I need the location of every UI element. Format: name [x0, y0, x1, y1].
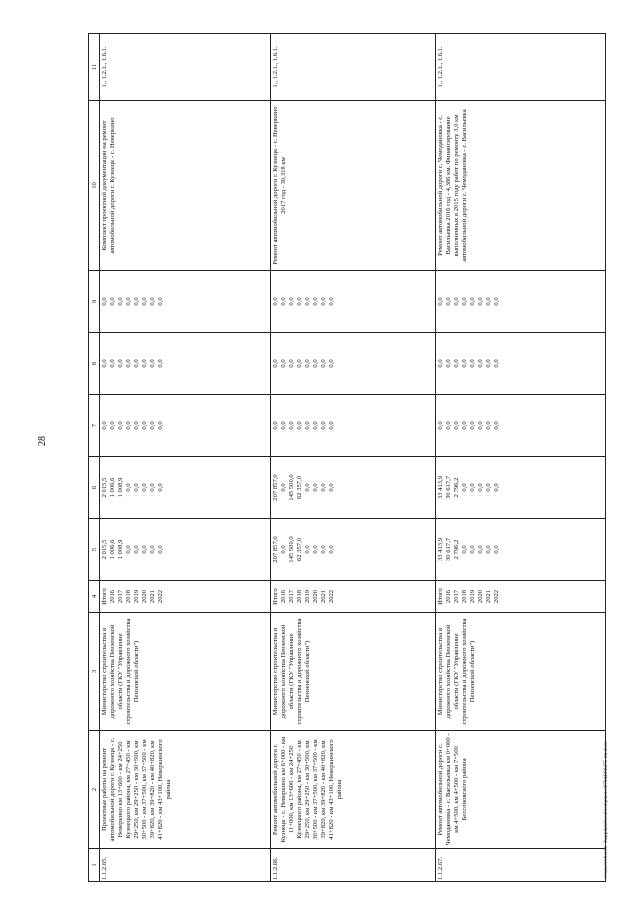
amount-value: 207 857,0: [271, 536, 279, 563]
amount-value: 0,0: [149, 421, 157, 430]
amount-value: 0,0: [485, 297, 493, 306]
amount-value: 0,0: [327, 421, 335, 430]
amount-value: 0,0: [157, 483, 165, 492]
amount-value: 2 015,5: [101, 539, 109, 560]
amount-cell: [100, 395, 271, 457]
executor-cell: Министерство строительства и дорожного хозяйства Пензенской области (ГКУ "Управление строительства и дорожного хозяйства Пензенской области"): [436, 613, 606, 731]
amount-value: 0,0: [311, 421, 319, 430]
amount-value: 0,0: [437, 359, 445, 368]
year-value: 2016: [445, 589, 453, 604]
amount-value: 30 617,7: [445, 537, 453, 562]
amount-value: 0,0: [453, 297, 461, 306]
year-value: Итого: [271, 588, 279, 605]
header-cell: 4: [89, 581, 100, 613]
amount-cell: [100, 271, 271, 333]
page-number: 28: [37, 436, 48, 446]
year-value: 2018: [461, 589, 469, 604]
header-cell: 10: [89, 101, 100, 271]
amount-cell: [270, 333, 436, 395]
amount-value: 0,0: [485, 421, 493, 430]
header-cell: 8: [89, 333, 100, 395]
header-cell: 9: [89, 271, 100, 333]
row-number-cell: 1.1.2.67.: [436, 849, 606, 882]
year-value: 2019: [303, 589, 311, 604]
table-row: [436, 34, 606, 882]
amount-value: 0,0: [319, 483, 327, 492]
amount-value: 0,0: [303, 483, 311, 492]
header-cell: 7: [89, 395, 100, 457]
year-value: 2022: [157, 589, 165, 604]
header-cell: 3: [89, 613, 100, 731]
amount-cell: [436, 395, 606, 457]
amount-value: 0,0: [141, 545, 149, 554]
amount-value: 2 796,2: [453, 477, 461, 498]
year-value: 2017: [453, 589, 461, 604]
amount-value: 0,0: [101, 359, 109, 368]
years-cell: [436, 581, 606, 613]
year-value: 2020: [477, 589, 485, 604]
header-cell: 6: [89, 457, 100, 519]
amount-value: 0,0: [101, 297, 109, 306]
year-value: 2022: [327, 589, 335, 604]
amount-cell: [436, 519, 606, 581]
amount-value: 0,0: [287, 359, 295, 368]
year-value: 2016: [279, 589, 287, 604]
year-value: 2021: [485, 589, 493, 604]
years-cell: [100, 581, 271, 613]
amount-value: 1 006,6: [109, 477, 117, 498]
amount-value: 0,0: [279, 545, 287, 554]
amount-value: 0,0: [141, 421, 149, 430]
amount-value: 0,0: [125, 359, 133, 368]
codes-cell: 1., 1.2.1., 1.6.1.: [270, 34, 436, 101]
amount-value: 0,0: [461, 483, 469, 492]
amount-value: 0,0: [149, 483, 157, 492]
amount-value: 0,0: [279, 483, 287, 492]
codes-cell: 1., 1.2.1., 1.6.1.: [100, 34, 271, 101]
amount-cell: [270, 519, 436, 581]
amount-value: 0,0: [493, 297, 501, 306]
result-cell: Ремонт автомобильной дороги г. Кузнецк - с. Неверкино 2017 год - 30,318 км: [270, 101, 436, 271]
amount-value: 0,0: [295, 421, 303, 430]
amount-value: 0,0: [125, 483, 133, 492]
amount-value: 0,0: [477, 483, 485, 492]
amount-value: 0,0: [311, 359, 319, 368]
amount-value: 0,0: [477, 545, 485, 554]
year-value: 2019: [133, 589, 141, 604]
amount-value: 0,0: [149, 545, 157, 554]
amount-cell: [436, 271, 606, 333]
footer-file-path: c:\users\vboroh~1\appdata\local\temp\notes879440\6475-пп.docx: [603, 741, 609, 878]
amount-value: 0,0: [287, 421, 295, 430]
codes-cell: 1., 1.2.1., 1.6.1.: [436, 34, 606, 101]
header-cell: 1: [89, 849, 100, 882]
amount-value: 0,0: [109, 359, 117, 368]
year-value: 2017: [287, 589, 295, 604]
amount-value: 33 413,9: [437, 537, 445, 562]
year-value: Итого: [437, 588, 445, 605]
amount-value: 0,0: [157, 545, 165, 554]
amount-value: 0,0: [157, 297, 165, 306]
amount-value: 0,0: [125, 297, 133, 306]
amount-value: 0,0: [109, 297, 117, 306]
amount-value: 207 857,0: [271, 474, 279, 501]
description-cell: Проектные работы на ремонт автомобильной дороги г. Кузнецк - с. Неверкино км 13+600 - км 24+250 Кузнецкого района, км 27+450 - км 29+250, км 29+250 - км 30+500, км 30+500 - км 37+500, км 37+500 - км 39+820, км 39+820 - км 40+820, км 41+820 - км 43+100, Неверкинского района: [100, 731, 271, 849]
amount-value: 0,0: [157, 421, 165, 430]
amount-value: 0,0: [485, 359, 493, 368]
amount-value: 0,0: [141, 297, 149, 306]
amount-value: 0,0: [493, 359, 501, 368]
amount-cell: [100, 333, 271, 395]
amount-value: 62 357,0: [295, 475, 303, 500]
amount-value: 1 006,6: [109, 539, 117, 560]
amount-value: 0,0: [319, 297, 327, 306]
row-number-cell: 1.1.2.65.: [100, 849, 271, 882]
year-value: 2018: [125, 589, 133, 604]
amount-value: 0,0: [133, 545, 141, 554]
table-body: [100, 34, 606, 882]
amount-value: 0,0: [303, 545, 311, 554]
year-value: Итого: [101, 588, 109, 605]
amount-value: 0,0: [327, 297, 335, 306]
executor-cell: Министерство строительства и дорожного хозяйства Пензенской области (ГКУ "Управление строительства и дорожного хозяйства Пензенской области"): [100, 613, 271, 731]
amount-value: 145 500,0: [287, 474, 295, 501]
year-value: 2020: [141, 589, 149, 604]
amount-value: 0,0: [311, 545, 319, 554]
amount-value: 0,0: [303, 297, 311, 306]
amount-value: 33 413,9: [437, 475, 445, 500]
amount-value: 0,0: [469, 297, 477, 306]
amount-value: 0,0: [469, 421, 477, 430]
header-cell: 2: [89, 731, 100, 849]
amount-value: 0,0: [149, 359, 157, 368]
table-row: [100, 34, 271, 882]
amount-value: 0,0: [117, 421, 125, 430]
amount-value: 0,0: [477, 359, 485, 368]
amount-value: 0,0: [469, 359, 477, 368]
amount-value: 0,0: [101, 421, 109, 430]
amount-value: 0,0: [485, 545, 493, 554]
amount-value: 2 015,5: [101, 477, 109, 498]
result-cell: Ремонт автомобильной дороги с. Чемодановка - с. Васильевка 2016 год - 4,386 км. Финансирование выполненных в 2015 году работ по ремонту 3,0 км автомобильной дороги с. Чемодановка - с. Васильевка: [436, 101, 606, 271]
amount-value: 0,0: [453, 421, 461, 430]
amount-value: 0,0: [157, 359, 165, 368]
amount-value: 0,0: [327, 483, 335, 492]
amount-cell: [436, 333, 606, 395]
amount-value: 0,0: [445, 297, 453, 306]
amount-cell: [270, 395, 436, 457]
amount-value: 0,0: [133, 297, 141, 306]
executor-cell: Министерство строительства и дорожного хозяйства Пензенской области (ГКУ "Управление строительства и дорожного хозяйства Пензенской области"): [270, 613, 436, 731]
year-value: 2021: [149, 589, 157, 604]
result-cell: Комплект проектной документации на ремонт автомобильной дороги г. Кузнецк - с. Неверкино: [100, 101, 271, 271]
amount-cell: [100, 519, 271, 581]
amount-value: 0,0: [327, 359, 335, 368]
program-table: [88, 33, 606, 882]
table-row: [270, 34, 436, 882]
amount-value: 0,0: [311, 483, 319, 492]
amount-value: 0,0: [311, 297, 319, 306]
amount-value: 2 796,2: [453, 539, 461, 560]
amount-value: 30 617,7: [445, 475, 453, 500]
amount-value: 0,0: [477, 297, 485, 306]
amount-value: 0,0: [303, 359, 311, 368]
amount-value: 0,0: [319, 545, 327, 554]
amount-value: 0,0: [279, 421, 287, 430]
amount-value: 0,0: [461, 359, 469, 368]
amount-value: 0,0: [477, 421, 485, 430]
amount-value: 0,0: [469, 483, 477, 492]
amount-value: 0,0: [141, 359, 149, 368]
amount-value: 0,0: [469, 545, 477, 554]
amount-value: 0,0: [445, 359, 453, 368]
amount-value: 0,0: [319, 421, 327, 430]
amount-value: 0,0: [271, 359, 279, 368]
amount-value: 0,0: [149, 297, 157, 306]
amount-value: 0,0: [453, 359, 461, 368]
amount-value: 0,0: [327, 545, 335, 554]
amount-value: 0,0: [437, 421, 445, 430]
amount-value: 0,0: [437, 297, 445, 306]
amount-value: 1 008,9: [117, 539, 125, 560]
amount-value: 0,0: [445, 421, 453, 430]
amount-value: 0,0: [117, 359, 125, 368]
header-row: [89, 34, 100, 882]
amount-value: 0,0: [461, 545, 469, 554]
amount-value: 0,0: [279, 359, 287, 368]
amount-value: 0,0: [133, 359, 141, 368]
amount-value: 0,0: [271, 421, 279, 430]
amount-cell: [436, 457, 606, 519]
header-cell: 5: [89, 519, 100, 581]
amount-value: 0,0: [279, 297, 287, 306]
description-cell: Ремонт автомобильной дороги г. Кузнецк - с. Неверкино км 6+000 - км 11+000, км 13+600 - км 24+250 Кузнецкого района, км 27+450 - км 29+250, км 29+250 - км 30+500, км 30+500 - км 37+500, км 37+500 - км 39+820, км 39+820 - км 40+820, км 41+820 - км 43+100, Неверкинского района: [270, 731, 436, 849]
amount-value: 0,0: [125, 421, 133, 430]
year-value: 2017: [117, 589, 125, 604]
amount-value: 145 500,0: [287, 536, 295, 563]
year-value: 2018: [295, 589, 303, 604]
amount-value: 0,0: [461, 421, 469, 430]
amount-cell: [270, 457, 436, 519]
amount-value: 0,0: [493, 421, 501, 430]
year-value: 2016: [109, 589, 117, 604]
year-value: 2021: [319, 589, 327, 604]
amount-value: 0,0: [133, 483, 141, 492]
header-cell: 11: [89, 34, 100, 101]
description-cell: Ремонт автомобильной дороги с. Чемодановка - с. Васильевка км 0+000 - км 4+500, км 4+500 - км 7+500 Бессоновского района: [436, 731, 606, 849]
amount-cell: [100, 457, 271, 519]
amount-value: 0,0: [125, 545, 133, 554]
amount-value: 0,0: [485, 483, 493, 492]
amount-value: 0,0: [141, 483, 149, 492]
amount-value: 0,0: [493, 483, 501, 492]
amount-value: 0,0: [295, 297, 303, 306]
amount-value: 0,0: [493, 545, 501, 554]
amount-value: 0,0: [287, 297, 295, 306]
rotated-table-container: [88, 34, 606, 882]
year-value: 2022: [493, 589, 501, 604]
year-value: 2019: [469, 589, 477, 604]
year-value: 2020: [311, 589, 319, 604]
amount-value: 62 357,0: [295, 537, 303, 562]
amount-value: 0,0: [109, 421, 117, 430]
row-number-cell: 1.1.2.66.: [270, 849, 436, 882]
amount-value: 1 008,9: [117, 477, 125, 498]
years-cell: [270, 581, 436, 613]
amount-cell: [270, 271, 436, 333]
amount-value: 0,0: [319, 359, 327, 368]
amount-value: 0,0: [117, 297, 125, 306]
amount-value: 0,0: [271, 297, 279, 306]
amount-value: 0,0: [295, 359, 303, 368]
amount-value: 0,0: [461, 297, 469, 306]
amount-value: 0,0: [133, 421, 141, 430]
amount-value: 0,0: [303, 421, 311, 430]
